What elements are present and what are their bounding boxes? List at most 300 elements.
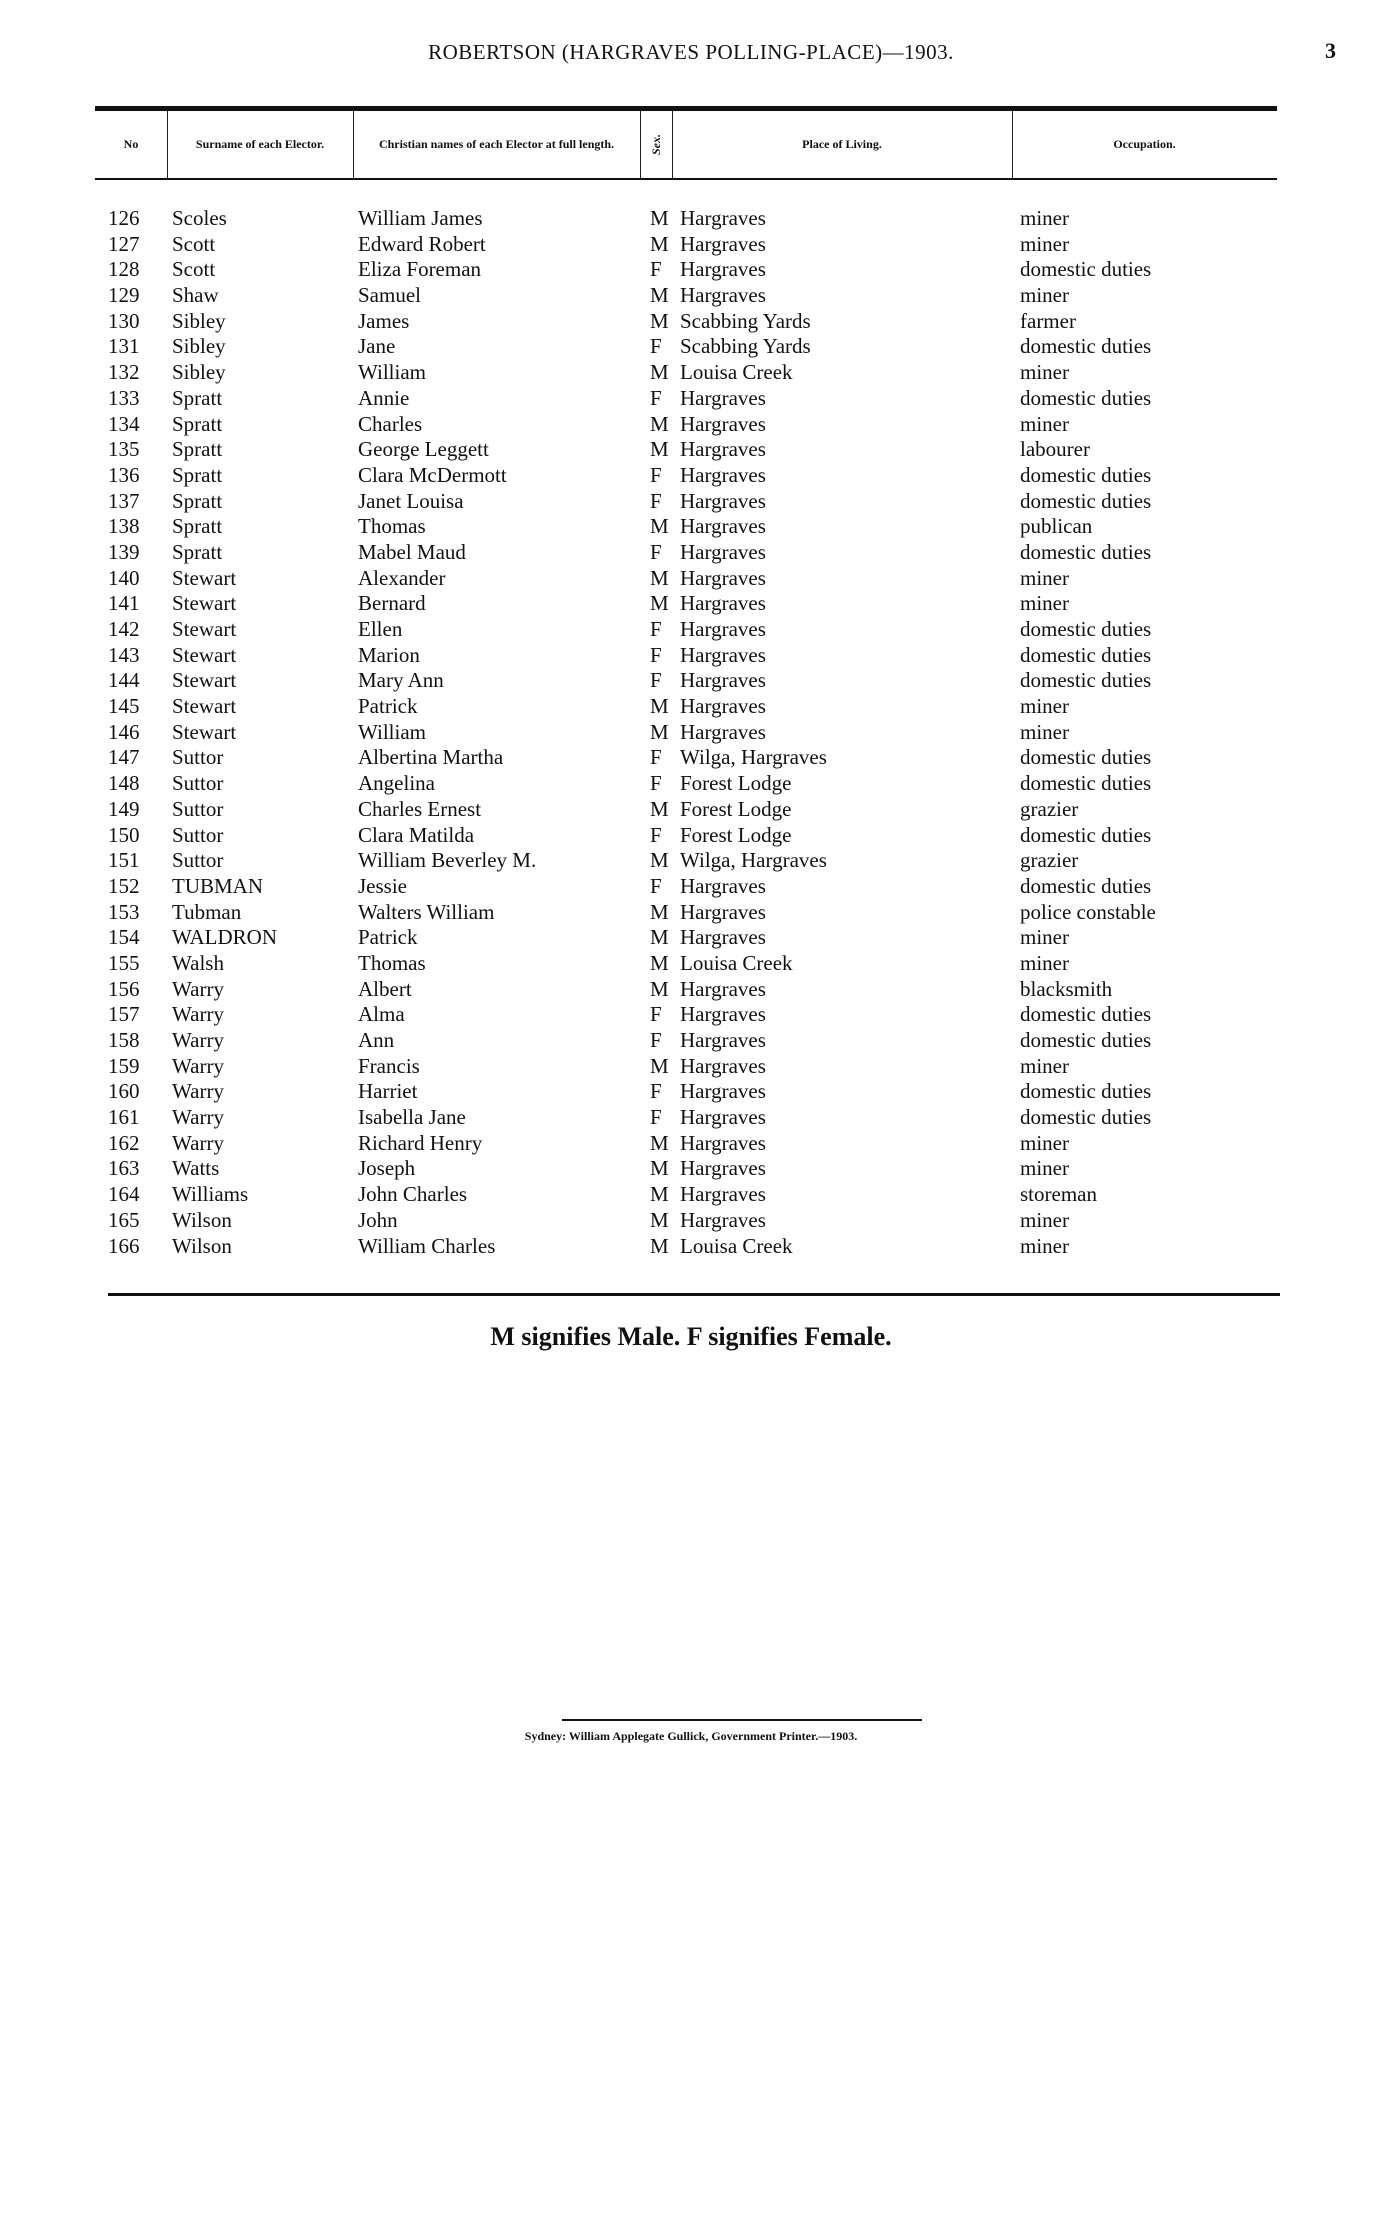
elector-place-of-living: Hargraves	[680, 257, 766, 282]
elector-christian-names: Ann	[358, 1028, 395, 1052]
elector-number: 163	[108, 1156, 140, 1181]
elector-number: 130	[108, 308, 140, 333]
elector-christian-names: John Charles	[358, 1182, 468, 1207]
elector-surname: Scott	[172, 231, 216, 256]
elector-place-of-living: Hargraves	[680, 514, 766, 539]
elector-surname: Warry	[172, 1002, 224, 1027]
elector-place-of-living: Hargraves	[680, 1079, 766, 1104]
elector-surname: Suttor	[172, 771, 224, 796]
elector-place-of-living: Hargraves	[680, 206, 766, 230]
elector-surname: Sibley	[172, 334, 226, 359]
elector-occupation: miner	[1020, 591, 1069, 616]
elector-sex: M	[650, 796, 669, 821]
table-row	[0, 1156, 1382, 1182]
elector-place-of-living: Wilga, Hargraves	[680, 848, 827, 873]
table-row	[0, 848, 1382, 874]
elector-place-of-living: Louisa Creek	[680, 950, 793, 975]
elector-number: 132	[108, 360, 140, 385]
elector-christian-names: Mabel Maud	[358, 539, 466, 564]
elector-sex: M	[650, 231, 669, 256]
table-bottom-rule	[108, 1293, 1280, 1296]
elector-occupation: labourer	[1020, 437, 1090, 462]
elector-place-of-living: Hargraves	[680, 231, 766, 256]
elector-christian-names: William	[358, 719, 426, 744]
header-surname: Surname of each Elector.	[195, 136, 325, 151]
elector-surname: Sibley	[172, 308, 226, 333]
elector-sex: F	[650, 462, 662, 487]
table-row	[0, 874, 1382, 900]
elector-christian-names: Bernard	[358, 591, 426, 616]
elector-occupation: domestic duties	[1020, 771, 1152, 796]
elector-place-of-living: Hargraves	[680, 411, 766, 436]
elector-occupation: miner	[1020, 231, 1069, 256]
elector-number: 165	[108, 1207, 140, 1232]
elector-place-of-living: Hargraves	[680, 1156, 766, 1181]
table-row	[0, 514, 1382, 540]
elector-occupation: domestic duties	[1020, 822, 1152, 847]
table-row	[0, 463, 1382, 489]
elector-sex: F	[650, 745, 662, 770]
elector-place-of-living: Hargraves	[680, 642, 766, 667]
elector-occupation: miner	[1020, 1130, 1069, 1155]
table-row	[0, 771, 1382, 797]
elector-surname: Wilson	[172, 1233, 232, 1258]
elector-number: 159	[108, 1053, 140, 1078]
elector-number: 154	[108, 925, 140, 950]
elector-surname: Wilson	[172, 1207, 232, 1232]
elector-occupation: domestic duties	[1020, 1002, 1152, 1027]
elector-sex: M	[650, 950, 669, 975]
elector-sex: M	[650, 1053, 669, 1078]
elector-occupation: domestic duties	[1020, 257, 1152, 282]
elector-christian-names: James	[358, 308, 410, 333]
elector-surname: Spratt	[172, 539, 223, 564]
elector-number: 139	[108, 539, 140, 564]
table-row	[0, 1234, 1382, 1260]
elector-christian-names: Charles Ernest	[358, 796, 482, 821]
elector-occupation: domestic duties	[1020, 873, 1152, 898]
elector-sex: M	[650, 1233, 669, 1258]
elector-place-of-living: Louisa Creek	[680, 360, 793, 385]
elector-christian-names: Joseph	[358, 1156, 416, 1181]
elector-surname: Scott	[172, 257, 216, 282]
elector-sex: F	[650, 668, 662, 693]
elector-sex: M	[650, 1130, 669, 1155]
elector-occupation: domestic duties	[1020, 617, 1152, 641]
elector-occupation: domestic duties	[1020, 385, 1152, 410]
elector-christian-names: Richard Henry	[358, 1130, 483, 1155]
elector-christian-names: Mary Ann	[358, 668, 444, 693]
elector-place-of-living: Hargraves	[680, 1028, 766, 1052]
table-row	[0, 437, 1382, 463]
elector-occupation: grazier	[1020, 796, 1079, 821]
table-row	[0, 643, 1382, 669]
elector-place-of-living: Hargraves	[680, 873, 766, 898]
elector-occupation: miner	[1020, 360, 1069, 385]
table-row	[0, 1131, 1382, 1157]
elector-place-of-living: Forest Lodge	[680, 822, 792, 847]
elector-place-of-living: Scabbing Yards	[680, 334, 811, 359]
table-row	[0, 257, 1382, 283]
table-row	[0, 412, 1382, 438]
elector-occupation: domestic duties	[1020, 642, 1152, 667]
elector-number: 127	[108, 231, 140, 256]
elector-christian-names: William	[358, 360, 426, 385]
elector-occupation: publican	[1020, 514, 1093, 539]
elector-surname: Shaw	[172, 283, 219, 308]
page-number: 3	[1325, 38, 1336, 63]
table-row	[0, 566, 1382, 592]
elector-sex: F	[650, 1028, 662, 1052]
elector-occupation: domestic duties	[1020, 334, 1152, 359]
elector-number: 160	[108, 1079, 140, 1104]
elector-surname: Stewart	[172, 591, 237, 616]
elector-place-of-living: Hargraves	[680, 694, 766, 719]
table-row	[0, 668, 1382, 694]
elector-surname: Warry	[172, 976, 224, 1001]
elector-place-of-living: Hargraves	[680, 565, 766, 590]
elector-sex: M	[650, 848, 669, 873]
printer-rule	[562, 1719, 922, 1721]
header-christian-names: Christian names of each Elector at full length.	[378, 136, 615, 151]
elector-place-of-living: Hargraves	[680, 1182, 766, 1207]
header-sex-label: Sex.	[648, 134, 663, 155]
elector-surname: Stewart	[172, 565, 237, 590]
elector-place-of-living: Forest Lodge	[680, 771, 792, 796]
elector-sex: F	[650, 642, 662, 667]
elector-occupation: domestic duties	[1020, 1079, 1152, 1104]
table-row	[0, 334, 1382, 360]
elector-number: 156	[108, 976, 140, 1001]
elector-number: 128	[108, 257, 140, 282]
elector-number: 158	[108, 1028, 140, 1052]
elector-place-of-living: Hargraves	[680, 462, 766, 487]
elector-christian-names: Annie	[358, 385, 410, 410]
elector-number: 138	[108, 514, 140, 539]
elector-occupation: miner	[1020, 565, 1069, 590]
elector-place-of-living: Hargraves	[680, 283, 766, 308]
table-row	[0, 489, 1382, 515]
table-row	[0, 823, 1382, 849]
elector-number: 140	[108, 565, 140, 590]
elector-occupation: miner	[1020, 1156, 1069, 1181]
elector-place-of-living: Hargraves	[680, 385, 766, 410]
header-bottom-rule	[95, 178, 1277, 180]
elector-place-of-living: Hargraves	[680, 1207, 766, 1232]
elector-place-of-living: Hargraves	[680, 1130, 766, 1155]
elector-occupation: miner	[1020, 1053, 1069, 1078]
elector-christian-names: William James	[358, 206, 483, 230]
table-row	[0, 951, 1382, 977]
elector-sex: F	[650, 1002, 662, 1027]
elector-place-of-living: Hargraves	[680, 925, 766, 950]
elector-christian-names: Harriet	[358, 1079, 418, 1104]
table-row	[0, 797, 1382, 823]
elector-christian-names: Charles	[358, 411, 423, 436]
elector-number: 150	[108, 822, 140, 847]
elector-number: 147	[108, 745, 140, 770]
elector-occupation: miner	[1020, 411, 1069, 436]
table-row	[0, 720, 1382, 746]
elector-occupation: blacksmith	[1020, 976, 1113, 1001]
elector-surname: Spratt	[172, 488, 223, 513]
elector-occupation: miner	[1020, 283, 1069, 308]
elector-number: 134	[108, 411, 140, 436]
elector-occupation: miner	[1020, 1207, 1069, 1232]
elector-sex: M	[650, 514, 669, 539]
elector-place-of-living: Hargraves	[680, 976, 766, 1001]
elector-place-of-living: Hargraves	[680, 899, 766, 924]
elector-sex: F	[650, 771, 662, 796]
elector-christian-names: Patrick	[358, 925, 418, 950]
elector-number: 162	[108, 1130, 140, 1155]
elector-surname: Spratt	[172, 385, 223, 410]
elector-surname: Warry	[172, 1105, 224, 1130]
elector-christian-names: George Leggett	[358, 437, 489, 462]
elector-occupation: domestic duties	[1020, 1105, 1152, 1130]
page-title: ROBERTSON (HARGRAVES POLLING-PLACE)—1903.	[428, 40, 954, 64]
elector-christian-names: Thomas	[358, 950, 426, 975]
elector-christian-names: Jane	[358, 334, 396, 359]
table-row	[0, 1028, 1382, 1054]
elector-place-of-living: Forest Lodge	[680, 796, 792, 821]
table-row	[0, 232, 1382, 258]
elector-occupation: miner	[1020, 1233, 1069, 1258]
elector-surname: Sibley	[172, 360, 226, 385]
elector-occupation: domestic duties	[1020, 1028, 1152, 1052]
elector-surname: Suttor	[172, 745, 224, 770]
table-row	[0, 283, 1382, 309]
elector-christian-names: Jessie	[358, 873, 407, 898]
table-row	[0, 386, 1382, 412]
elector-sex: F	[650, 1105, 662, 1130]
elector-number: 157	[108, 1002, 140, 1027]
elector-sex: M	[650, 283, 669, 308]
elector-christian-names: Eliza Foreman	[358, 257, 482, 282]
elector-occupation: domestic duties	[1020, 668, 1152, 693]
elector-christian-names: Samuel	[358, 283, 421, 308]
elector-occupation: miner	[1020, 950, 1069, 975]
elector-sex: M	[650, 308, 669, 333]
elector-surname: Stewart	[172, 642, 237, 667]
elector-surname: TUBMAN	[172, 873, 264, 898]
elector-number: 141	[108, 591, 140, 616]
elector-surname: Walsh	[172, 950, 224, 975]
elector-occupation: miner	[1020, 925, 1069, 950]
elector-sex: F	[650, 334, 662, 359]
table-row	[0, 309, 1382, 335]
elector-christian-names: Albertina Martha	[358, 745, 504, 770]
elector-sex: F	[650, 539, 662, 564]
elector-sex: F	[650, 488, 662, 513]
elector-sex: M	[650, 1156, 669, 1181]
elector-surname: Suttor	[172, 796, 224, 821]
elector-place-of-living: Hargraves	[680, 437, 766, 462]
elector-occupation: domestic duties	[1020, 745, 1152, 770]
elector-sex: F	[650, 1079, 662, 1104]
elector-surname: Watts	[172, 1156, 220, 1181]
elector-occupation: police constable	[1020, 899, 1156, 924]
table-row	[0, 1105, 1382, 1131]
table-row	[0, 1182, 1382, 1208]
elector-place-of-living: Hargraves	[680, 488, 766, 513]
elector-sex: F	[650, 385, 662, 410]
elector-occupation: domestic duties	[1020, 488, 1152, 513]
elector-surname: Spratt	[172, 514, 223, 539]
elector-number: 149	[108, 796, 140, 821]
sex-legend: M signifies Male. F signifies Female.	[490, 1322, 892, 1351]
elector-christian-names: Janet Louisa	[358, 488, 464, 513]
elector-surname: Williams	[172, 1182, 249, 1207]
elector-sex: M	[650, 411, 669, 436]
elector-place-of-living: Hargraves	[680, 1002, 766, 1027]
table-row	[0, 1054, 1382, 1080]
table-row	[0, 1002, 1382, 1028]
elector-surname: Warry	[172, 1053, 224, 1078]
elector-sex: M	[650, 1207, 669, 1232]
elector-number: 143	[108, 642, 140, 667]
elector-christian-names: Alexander	[358, 565, 446, 590]
table-row	[0, 1079, 1382, 1105]
header-sex	[640, 111, 672, 178]
elector-place-of-living: Hargraves	[680, 719, 766, 744]
elector-place-of-living: Hargraves	[680, 539, 766, 564]
elector-number: 166	[108, 1233, 140, 1258]
elector-surname: Stewart	[172, 694, 237, 719]
elector-occupation: miner	[1020, 206, 1069, 230]
elector-number: 126	[108, 206, 140, 230]
elector-surname: WALDRON	[172, 925, 277, 950]
table-row	[0, 925, 1382, 951]
elector-sex: F	[650, 873, 662, 898]
table-row	[0, 977, 1382, 1003]
elector-christian-names: Francis	[358, 1053, 420, 1078]
elector-occupation: domestic duties	[1020, 462, 1152, 487]
elector-number: 129	[108, 283, 140, 308]
elector-sex: M	[650, 719, 669, 744]
elector-sex: M	[650, 1182, 669, 1207]
header-no: No	[123, 136, 139, 151]
elector-place-of-living: Wilga, Hargraves	[680, 745, 827, 770]
elector-sex: M	[650, 694, 669, 719]
table-row	[0, 617, 1382, 643]
elector-number: 152	[108, 873, 140, 898]
elector-occupation: miner	[1020, 694, 1069, 719]
elector-number: 137	[108, 488, 140, 513]
elector-christian-names: Clara McDermott	[358, 462, 507, 487]
elector-sex: F	[650, 257, 662, 282]
elector-occupation: domestic duties	[1020, 539, 1152, 564]
elector-sex: F	[650, 822, 662, 847]
elector-number: 135	[108, 437, 140, 462]
elector-christian-names: William Charles	[358, 1233, 496, 1258]
elector-christian-names: Alma	[358, 1002, 405, 1027]
elector-number: 146	[108, 719, 140, 744]
table-row	[0, 900, 1382, 926]
elector-surname: Warry	[172, 1028, 224, 1052]
header-occupation: Occupation.	[1113, 136, 1176, 151]
elector-christian-names: Marion	[358, 642, 420, 667]
elector-surname: Warry	[172, 1079, 224, 1104]
elector-christian-names: Edward Robert	[358, 231, 486, 256]
elector-surname: Spratt	[172, 462, 223, 487]
elector-surname: Spratt	[172, 411, 223, 436]
elector-christian-names: John	[358, 1207, 398, 1232]
elector-place-of-living: Louisa Creek	[680, 1233, 793, 1258]
elector-surname: Stewart	[172, 668, 237, 693]
elector-christian-names: Thomas	[358, 514, 426, 539]
elector-surname: Spratt	[172, 437, 223, 462]
printer-imprint: Sydney: William Applegate Gullick, Government Printer.—1903.	[524, 1729, 858, 1743]
elector-sex: F	[650, 617, 662, 641]
elector-surname: Stewart	[172, 719, 237, 744]
elector-christian-names: William Beverley M.	[358, 848, 537, 873]
elector-place-of-living: Scabbing Yards	[680, 308, 811, 333]
elector-number: 133	[108, 385, 140, 410]
table-row	[0, 206, 1382, 232]
elector-number: 148	[108, 771, 140, 796]
table-row	[0, 694, 1382, 720]
elector-occupation: storeman	[1020, 1182, 1097, 1207]
elector-sex: M	[650, 899, 669, 924]
electors-table	[0, 206, 1382, 1259]
elector-sex: M	[650, 565, 669, 590]
elector-christian-names: Isabella Jane	[358, 1105, 466, 1130]
elector-occupation: farmer	[1020, 308, 1076, 333]
elector-christian-names: Walters William	[358, 899, 495, 924]
table-row	[0, 745, 1382, 771]
elector-christian-names: Albert	[358, 976, 412, 1001]
elector-number: 153	[108, 899, 140, 924]
elector-place-of-living: Hargraves	[680, 591, 766, 616]
elector-number: 155	[108, 950, 140, 975]
elector-sex: M	[650, 976, 669, 1001]
elector-surname: Warry	[172, 1130, 224, 1155]
elector-number: 131	[108, 334, 140, 359]
elector-number: 161	[108, 1105, 140, 1130]
elector-sex: M	[650, 925, 669, 950]
table-row	[0, 360, 1382, 386]
elector-sex: M	[650, 437, 669, 462]
elector-occupation: miner	[1020, 719, 1069, 744]
elector-number: 164	[108, 1182, 140, 1207]
elector-sex: M	[650, 591, 669, 616]
table-row	[0, 591, 1382, 617]
elector-place-of-living: Hargraves	[680, 617, 766, 641]
elector-place-of-living: Hargraves	[680, 1053, 766, 1078]
elector-christian-names: Ellen	[358, 617, 403, 641]
elector-surname: Tubman	[172, 899, 242, 924]
elector-occupation: grazier	[1020, 848, 1079, 873]
elector-number: 142	[108, 617, 140, 641]
elector-sex: M	[650, 360, 669, 385]
elector-christian-names: Angelina	[358, 771, 435, 796]
elector-surname: Suttor	[172, 848, 224, 873]
elector-surname: Stewart	[172, 617, 237, 641]
elector-christian-names: Clara Matilda	[358, 822, 475, 847]
elector-place-of-living: Hargraves	[680, 668, 766, 693]
elector-sex: M	[650, 206, 669, 230]
table-row	[0, 540, 1382, 566]
elector-number: 136	[108, 462, 140, 487]
table-row	[0, 1208, 1382, 1234]
elector-number: 144	[108, 668, 140, 693]
elector-surname: Scoles	[172, 206, 227, 230]
elector-christian-names: Patrick	[358, 694, 418, 719]
elector-number: 151	[108, 848, 140, 873]
elector-number: 145	[108, 694, 140, 719]
elector-surname: Suttor	[172, 822, 224, 847]
